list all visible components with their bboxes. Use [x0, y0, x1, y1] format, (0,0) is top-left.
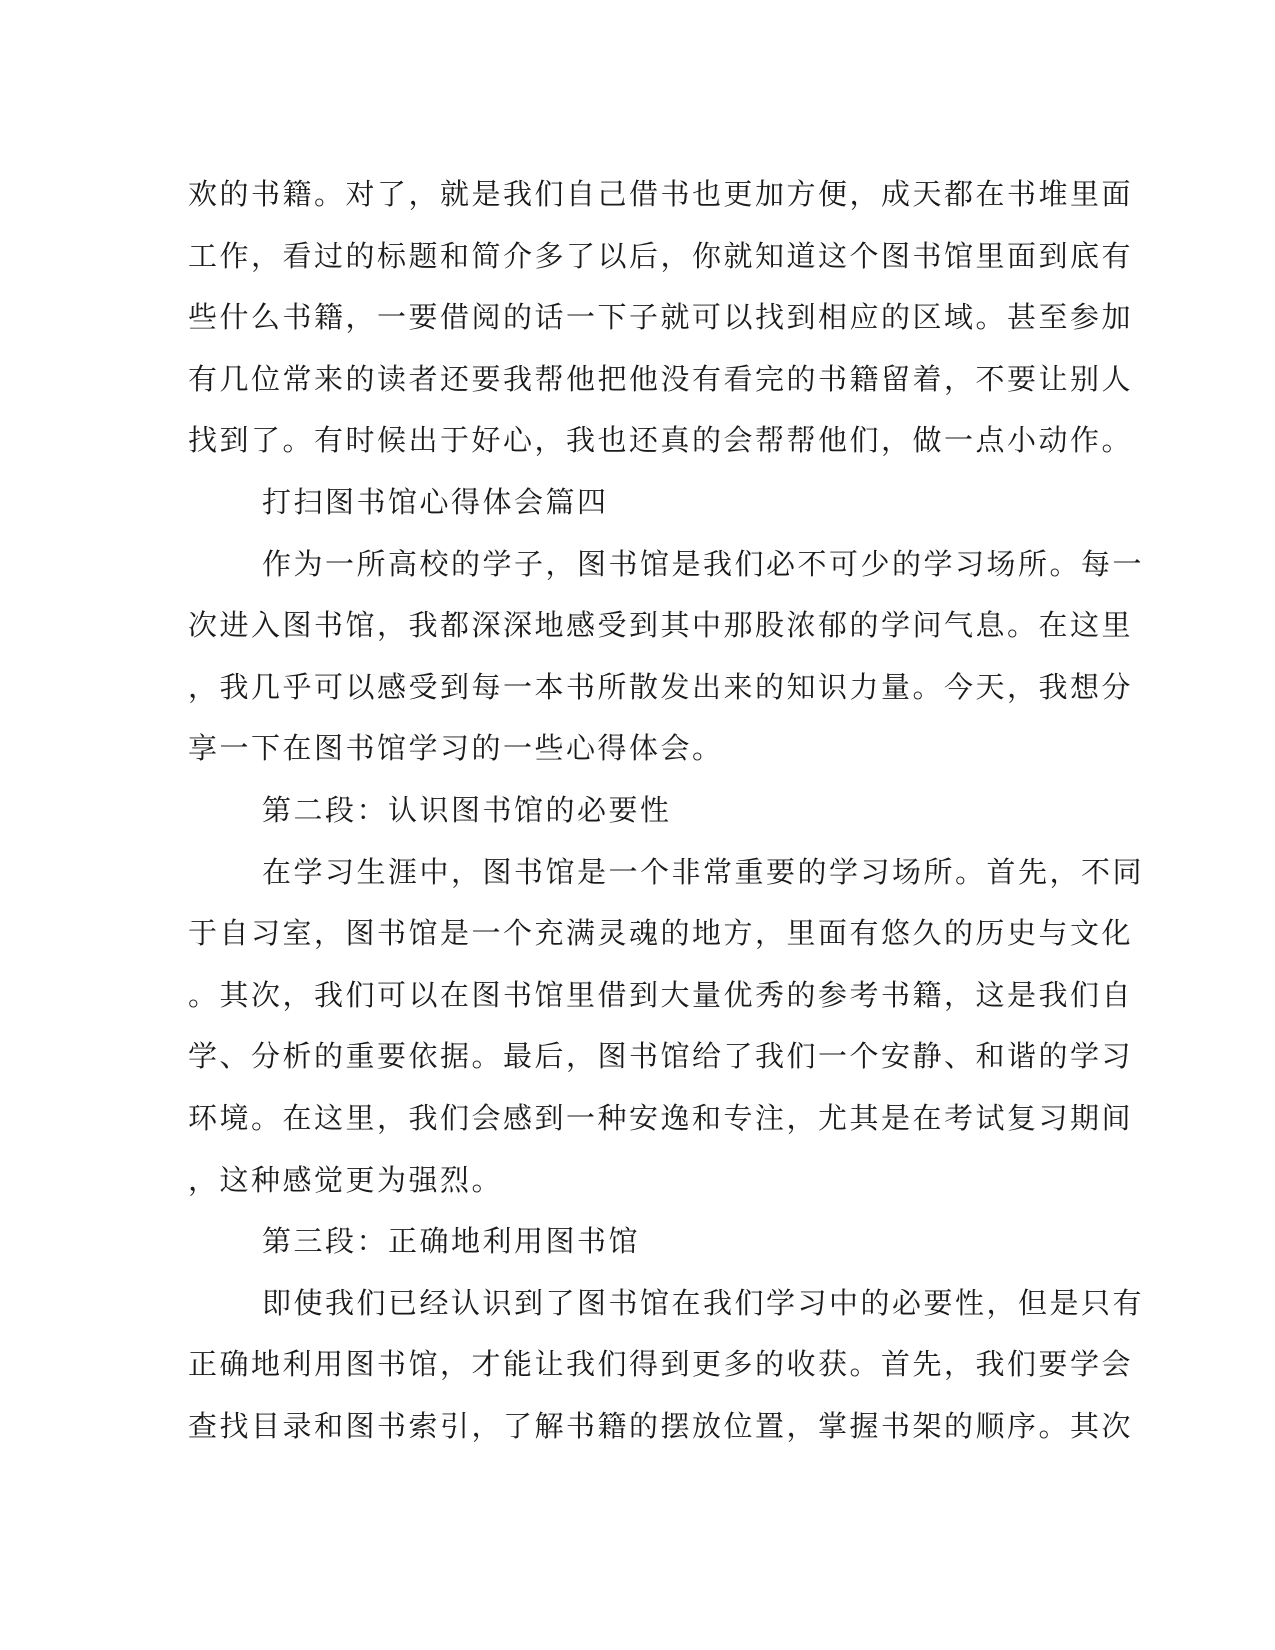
- paragraph-start-line: 作为一所高校的学子，图书馆是我们必不可少的学习场所。每一: [262, 546, 1145, 581]
- text-line: 有几位常来的读者还要我帮他把他没有看完的书籍留着，不要让别人: [188, 361, 1134, 396]
- text-line: 找到了。有时候出于好心，我也还真的会帮帮他们，做一点小动作。: [188, 423, 1134, 458]
- text-line: 于自习室，图书馆是一个充满灵魂的地方，里面有悠久的历史与文化: [188, 916, 1134, 951]
- text-line: 次进入图书馆，我都深深地感受到其中那股浓郁的学问气息。在这里: [188, 608, 1134, 643]
- text-line: 些什么书籍，一要借阅的话一下子就可以找到相应的区域。甚至参加: [188, 300, 1134, 335]
- text-line: 工作，看过的标题和简介多了以后，你就知道这个图书馆里面到底有: [188, 238, 1134, 273]
- section-heading: 第二段：认识图书馆的必要性: [262, 792, 672, 827]
- text-line: 学、分析的重要依据。最后，图书馆给了我们一个安静、和谐的学习: [188, 1039, 1134, 1074]
- text-line: 环境。在这里，我们会感到一种安逸和专注，尤其是在考试复习期间: [188, 1100, 1134, 1135]
- text-line: 享一下在图书馆学习的一些心得体会。: [188, 731, 724, 766]
- text-line: 正确地利用图书馆，才能让我们得到更多的收获。首先，我们要学会: [188, 1347, 1134, 1382]
- text-line: ，我几乎可以感受到每一本书所散发出来的知识力量。今天，我想分: [188, 669, 1134, 704]
- paragraph-start-line: 即使我们已经认识到了图书馆在我们学习中的必要性，但是只有: [262, 1285, 1145, 1320]
- section-heading: 第三段：正确地利用图书馆: [262, 1224, 641, 1259]
- text-line: 欢的书籍。对了，就是我们自己借书也更加方便，成天都在书堆里面: [188, 177, 1134, 211]
- text-line: ，这种感觉更为强烈。: [188, 1162, 504, 1197]
- section-heading: 打扫图书馆心得体会篇四: [262, 484, 609, 519]
- text-line: 。其次，我们可以在图书馆里借到大量优秀的参考书籍，这是我们自: [188, 977, 1134, 1012]
- text-line: 查找目录和图书索引，了解书籍的摆放位置，掌握书架的顺序。其次: [188, 1408, 1134, 1443]
- paragraph-start-line: 在学习生涯中，图书馆是一个非常重要的学习场所。首先，不同: [262, 854, 1145, 889]
- body-text: [188, 164, 1145, 1457]
